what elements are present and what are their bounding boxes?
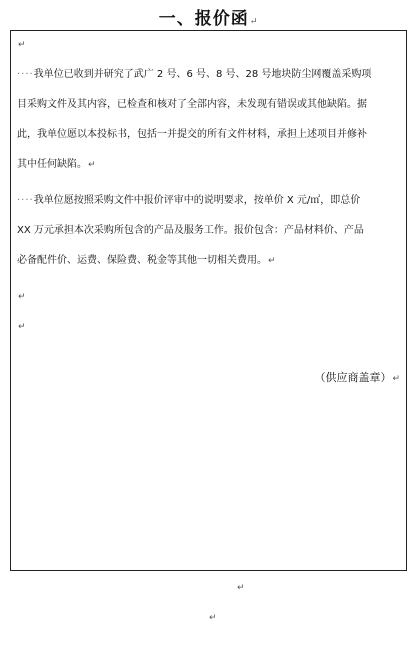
indent-dots: ···· [17,69,34,80]
empty-line [17,321,400,332]
paragraph-mark-icon: ↵ [209,613,217,623]
empty-line [17,291,400,302]
paragraph-mark-icon: ↵ [392,374,400,384]
para1-line-1: ····我单位已收到并研究了武广 2 号、6 号、8 号、28 号地块防尘网覆盖采购项 [17,69,372,80]
paragraph-mark-icon: ↵ [249,17,259,27]
paragraph-mark-icon: ↵ [18,40,26,50]
para2-line-1: ····我单位愿按照采购文件中报价评审中的说明要求，按单价 X 元/㎡，即总价 [17,195,361,206]
supplier-stamp-label: （供应商盖章）↵ [314,371,400,384]
para2-line-3: 必备配件价、运费、保险费、税金等其他一切相关费用。↵ [17,255,276,266]
para2-line-2: XX 万元承担本次采购所包含的产品及服务工作。报价包含：产品材料价、产品 [17,225,364,236]
para1-line-3: 此，我单位愿以本投标书，包括一并提交的所有文件材料，承担上述项目并修补 [17,129,367,140]
paragraph-mark-icon: ↵ [88,160,96,170]
para1-line-4: 其中任何缺陷。↵ [17,159,96,170]
title-text: 一、报价函 [158,9,249,29]
indent-dots: ···· [17,195,34,206]
paragraph-mark-icon: ↵ [268,256,276,266]
para1-line-2: 目采购文件及其内容，已检查和核对了全部内容，未发现有错误或其他缺陷。据 [17,99,367,110]
document-title [0,4,417,29]
paragraph-mark-icon: ↵ [18,322,26,332]
empty-line [17,39,400,50]
paragraph-mark-icon: ↵ [237,583,245,593]
paragraph-mark-icon: ↵ [18,292,26,302]
quote-letter-box [10,30,407,571]
